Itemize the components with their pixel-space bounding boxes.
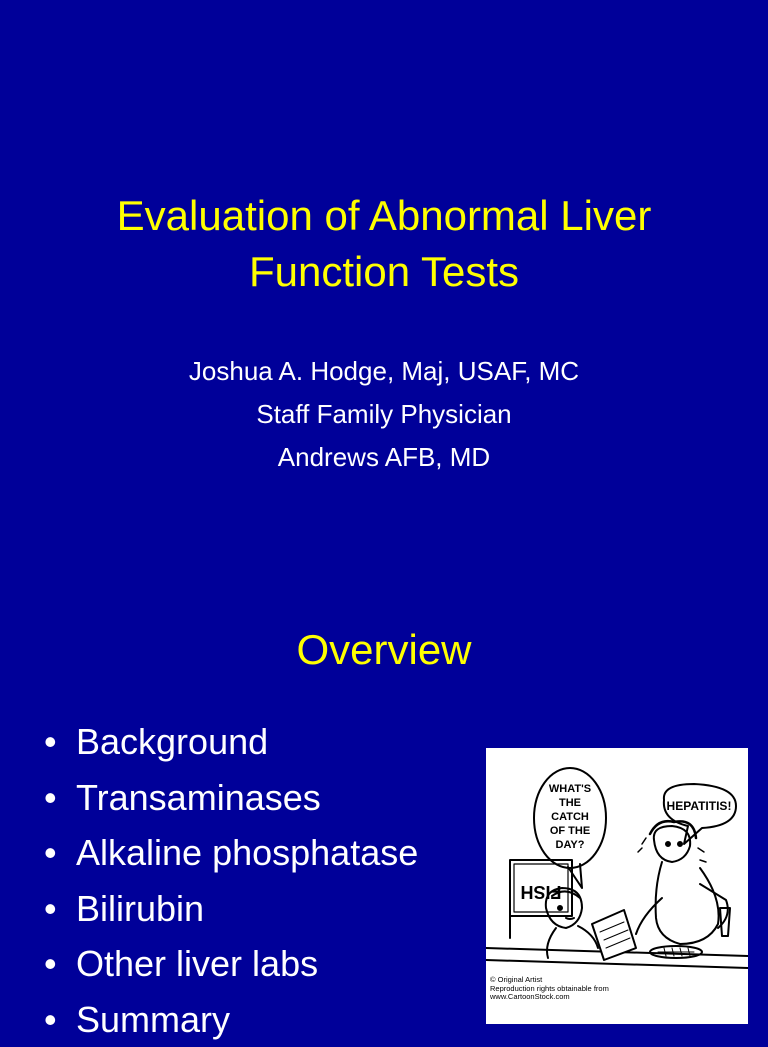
bullet-item — [44, 881, 418, 937]
bullet-text: Bilirubin — [76, 881, 204, 937]
bubble-right-text: HEPATITIS! — [667, 799, 732, 813]
overview-slide — [0, 576, 768, 1024]
credit-line-3: www.CartoonStock.com — [490, 993, 740, 1002]
overview-bullet-list — [44, 714, 418, 1047]
credit-line-2: Reproduction rights obtainable from — [490, 985, 740, 994]
bubble-left-line-4: OF THE — [550, 825, 590, 837]
bullet-item — [44, 770, 418, 826]
bullet-text: Summary — [76, 992, 230, 1047]
bullet-dot: • — [44, 714, 76, 770]
bubble-left-line-1: WHAT'S — [549, 783, 591, 795]
cartoon-credit — [490, 976, 740, 1002]
bullet-dot: • — [44, 992, 76, 1047]
author-name: Joshua A. Hodge, Maj, USAF, MC — [0, 350, 768, 393]
bubble-left-line-3: CATCH — [551, 811, 589, 823]
fish-sign-text: FISH — [520, 882, 561, 902]
overview-title: Overview — [0, 624, 768, 676]
hepatitis-cartoon — [486, 748, 748, 1024]
bullet-item — [44, 714, 418, 770]
bullet-dot: • — [44, 770, 76, 826]
credit-line-1: © Original Artist — [490, 976, 740, 985]
bullet-text: Other liver labs — [76, 936, 318, 992]
bullet-text: Transaminases — [76, 770, 321, 826]
author-role: Staff Family Physician — [0, 393, 768, 436]
title-line-1: Evaluation of Abnormal Liver — [0, 188, 768, 244]
bullet-text: Background — [76, 714, 268, 770]
bubble-left-line-2: THE — [559, 797, 581, 809]
bubble-left-line-5: DAY? — [556, 839, 585, 851]
title-line-2: Function Tests — [0, 244, 768, 300]
bullet-item — [44, 992, 418, 1047]
bullet-dot: • — [44, 825, 76, 881]
bullet-dot: • — [44, 936, 76, 992]
bullet-item — [44, 936, 418, 992]
slide-title — [0, 188, 768, 300]
author-block — [0, 350, 768, 479]
bullet-item — [44, 825, 418, 881]
bullet-text: Alkaline phosphatase — [76, 825, 418, 881]
author-location: Andrews AFB, MD — [0, 436, 768, 479]
speech-bubble-right — [664, 784, 736, 844]
bullet-dot: • — [44, 881, 76, 937]
